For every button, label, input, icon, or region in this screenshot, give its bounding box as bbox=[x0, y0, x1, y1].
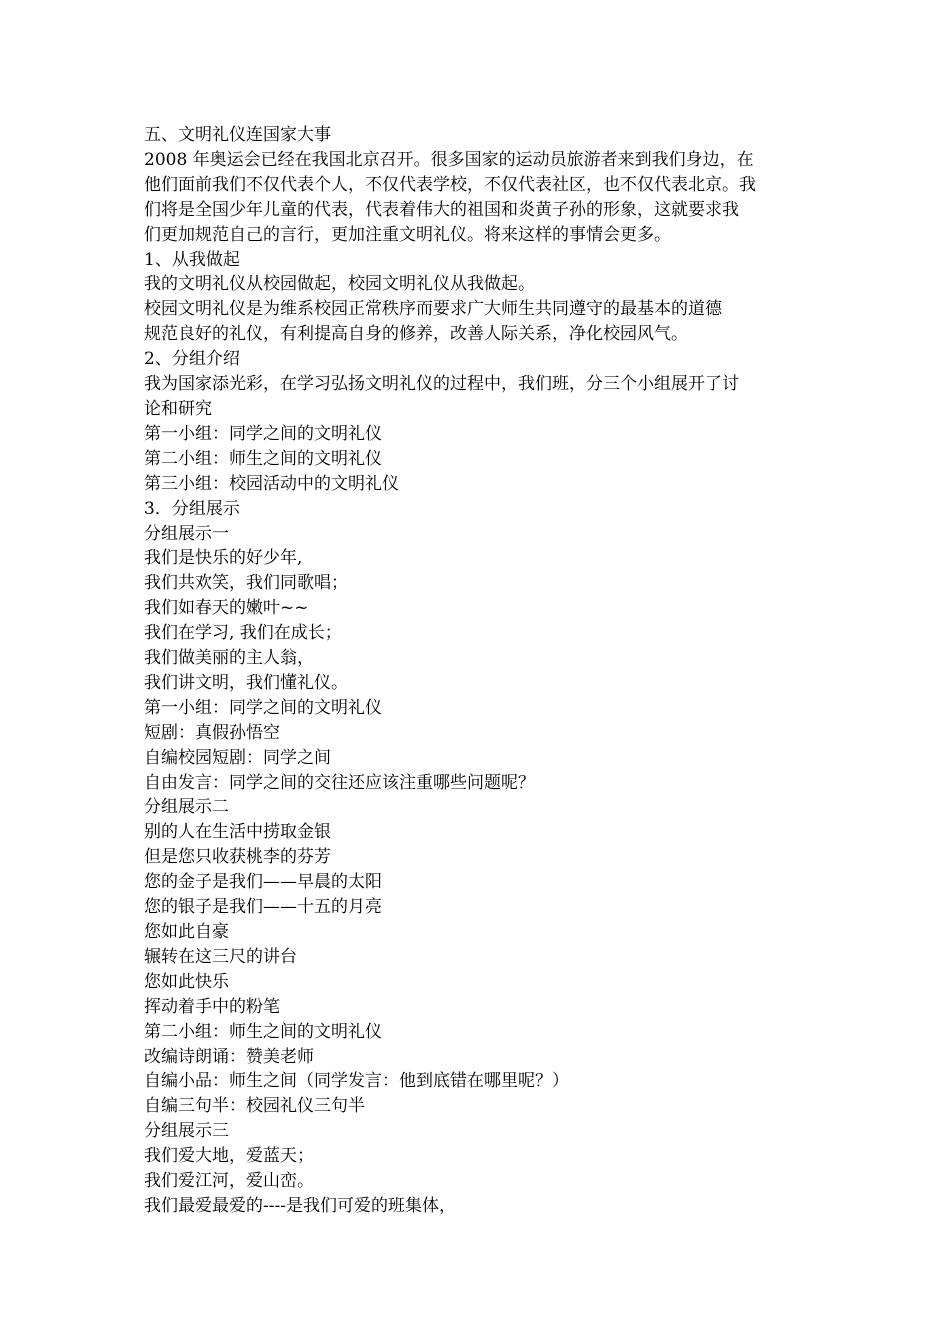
list-item: 第一小组：同学之间的文明礼仪 bbox=[144, 697, 382, 718]
document-body bbox=[144, 123, 810, 1219]
poem-line: 我们共欢笑，我们同歌唱； bbox=[144, 573, 348, 594]
poem-line: 您的金子是我们——早晨的太阳 bbox=[144, 872, 382, 893]
group-heading: 分组展示三 bbox=[144, 1121, 229, 1142]
paragraph-line: 规范良好的礼仪，有利提高自身的修养，改善人际关系，净化校园风气。 bbox=[144, 324, 688, 345]
poem-line: 我们爱大地，爱蓝天； bbox=[144, 1146, 314, 1167]
poem-line: 我们在学习, 我们在成长； bbox=[144, 623, 342, 644]
poem-line: 我们做美丽的主人翁， bbox=[144, 648, 314, 669]
paragraph-line: 论和研究 bbox=[144, 398, 212, 419]
list-item: 第二小组：师生之间的文明礼仪 bbox=[144, 448, 382, 469]
paragraph-line: 们将是全国少年儿童的代表，代表着伟大的祖国和炎黄子孙的形象，这就要求我 bbox=[144, 199, 739, 220]
list-item: 第三小组：校园活动中的文明礼仪 bbox=[144, 473, 399, 494]
paragraph-line: 我的文明礼仪从校园做起，校园文明礼仪从我做起。 bbox=[144, 274, 535, 295]
paragraph-line: 我为国家添光彩，在学习弘扬文明礼仪的过程中，我们班，分三个小组展开了讨 bbox=[144, 374, 739, 395]
poem-line: 我们讲文明，我们懂礼仪。 bbox=[144, 672, 348, 693]
group-heading: 分组展示一 bbox=[144, 523, 229, 544]
poem-line: 但是您只收获桃李的芬芳 bbox=[144, 847, 331, 868]
poem-line: 您的银子是我们——十五的月亮 bbox=[144, 897, 382, 918]
group-heading: 分组展示二 bbox=[144, 797, 229, 818]
list-item: 自编三句半：校园礼仪三句半 bbox=[144, 1096, 365, 1117]
poem-line: 我们是快乐的好少年, bbox=[144, 548, 303, 569]
list-item: 改编诗朗诵：赞美老师 bbox=[144, 1046, 314, 1067]
list-item: 自由发言：同学之间的交往还应该注重哪些问题呢？ bbox=[144, 772, 535, 793]
subsection-heading: 1、从我做起 bbox=[144, 249, 240, 270]
paragraph-line: 校园文明礼仪是为维系校园正常秩序而要求广大师生共同遵守的最基本的道德 bbox=[144, 299, 722, 320]
list-item: 第二小组：师生之间的文明礼仪 bbox=[144, 1021, 382, 1042]
paragraph-line: 们更加规范自己的言行，更加注重文明礼仪。将来这样的事情会更多。 bbox=[144, 224, 671, 245]
poem-line: 挥动着手中的粉笔 bbox=[144, 996, 280, 1017]
list-item: 自编校园短剧：同学之间 bbox=[144, 747, 331, 768]
section-heading: 五、文明礼仪连国家大事 bbox=[144, 125, 331, 145]
poem-line: 您如此自豪 bbox=[144, 922, 229, 942]
subsection-heading: 2、分组介绍 bbox=[144, 349, 240, 370]
poem-line: 辗转在这三尺的讲台 bbox=[144, 946, 297, 967]
list-item: 第一小组：同学之间的文明礼仪 bbox=[144, 423, 382, 444]
poem-line: 您如此快乐 bbox=[144, 971, 229, 992]
subsection-heading: 3．分组展示 bbox=[144, 498, 240, 519]
list-item: 短剧：真假孙悟空 bbox=[144, 722, 280, 743]
poem-line: 我们最爱最爱的----是我们可爱的班集体， bbox=[144, 1195, 456, 1216]
poem-line: 我们如春天的嫩叶~~ bbox=[144, 598, 309, 619]
paragraph-line: 2008 年奥运会已经在我国北京召开。很多国家的运动员旅游者来到我们身边，在 bbox=[144, 149, 754, 170]
paragraph-line: 他们面前我们不仅代表个人，不仅代表学校，不仅代表社区，也不仅代表北京。我 bbox=[144, 174, 756, 195]
list-item: 自编小品：师生之间（同学发言：他到底错在哪里呢？） bbox=[144, 1071, 569, 1092]
poem-line: 别的人在生活中捞取金银 bbox=[144, 822, 331, 843]
poem-line: 我们爱江河，爱山峦。 bbox=[144, 1171, 314, 1192]
